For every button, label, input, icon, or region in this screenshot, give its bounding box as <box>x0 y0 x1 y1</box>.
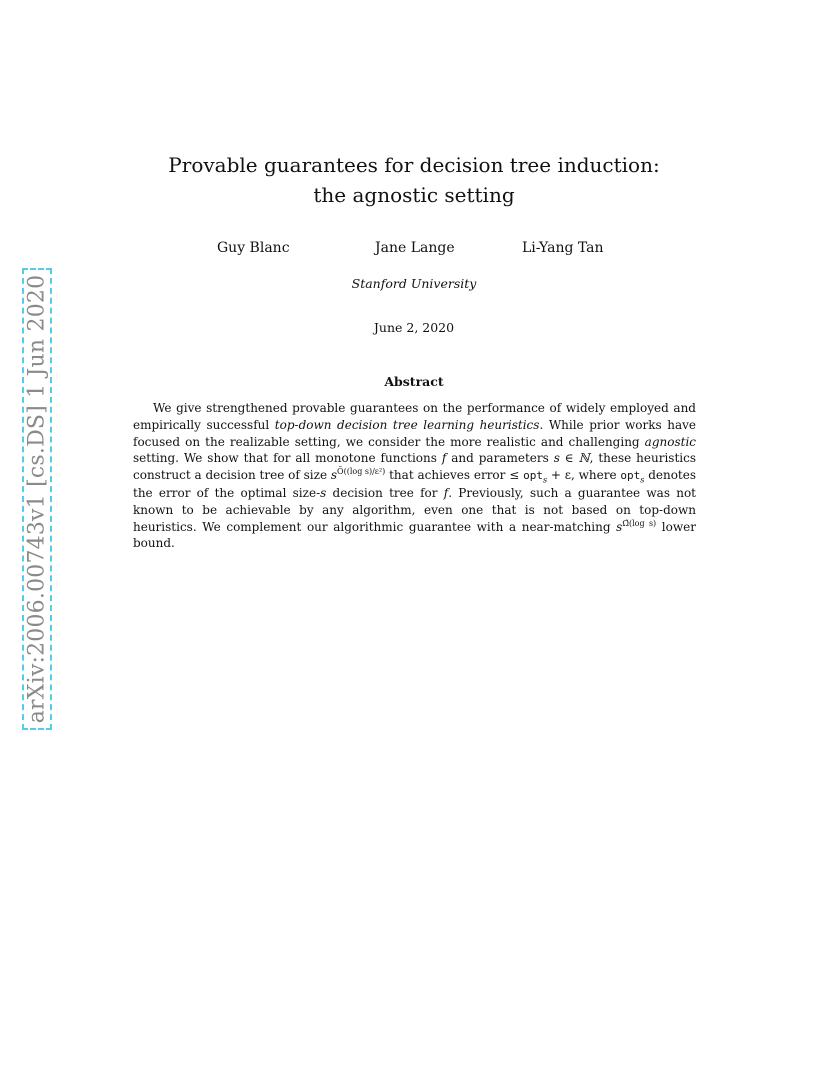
title-line-1: Provable guarantees for decision tree induction: <box>168 153 660 177</box>
publication-date: June 2, 2020 <box>373 320 455 335</box>
exponent: Ω̃(log s) <box>622 518 657 528</box>
author-name: Guy Blanc <box>217 240 290 256</box>
author-name: Jane Lange <box>375 240 455 256</box>
arxiv-identifier-stamp <box>22 268 52 730</box>
emphasis: agnostic <box>644 434 696 449</box>
exponent: Õ((log s)/ε²) <box>337 467 386 477</box>
abstract-heading: Abstract <box>384 374 444 389</box>
title-line-2: the agnostic setting <box>313 183 515 207</box>
paper-title <box>0 150 828 210</box>
author-list <box>0 240 828 262</box>
abstract-body: We give strengthened provable guarantees on the performance of widely employed and empirically successful top-down decision tree learning heuristics. While prior works have focused on the realizable setting, we consider the more realistic and challenging agnostic setting. We show that for all monotone functions f and parameters s ∈ ℕ, these heuristics construct a decision tree of size $s^{Õ((log s)/\varepsilon^2)}$ that achieves error ≤ opt$_s$ + ε, where opt$_s$ denotes the error of the optimal size-s decision tree for f. Previously, such a guarantee was not known to be achievable by any algorithm, even one that is not based on top-down heuristics. We complement our algorithmic guarantee with a near-matching $s^{\Omegã(log s)}$ lower bound. <box>133 401 697 551</box>
emphasis: top-down decision tree learning heuristics <box>274 417 540 432</box>
author-name: Li-Yang Tan <box>522 240 604 256</box>
affiliation: Stanford University <box>351 276 477 291</box>
arxiv-identifier-text: arXiv:2006.00743v1 [cs.DS] 1 Jun 2020 <box>24 274 50 724</box>
